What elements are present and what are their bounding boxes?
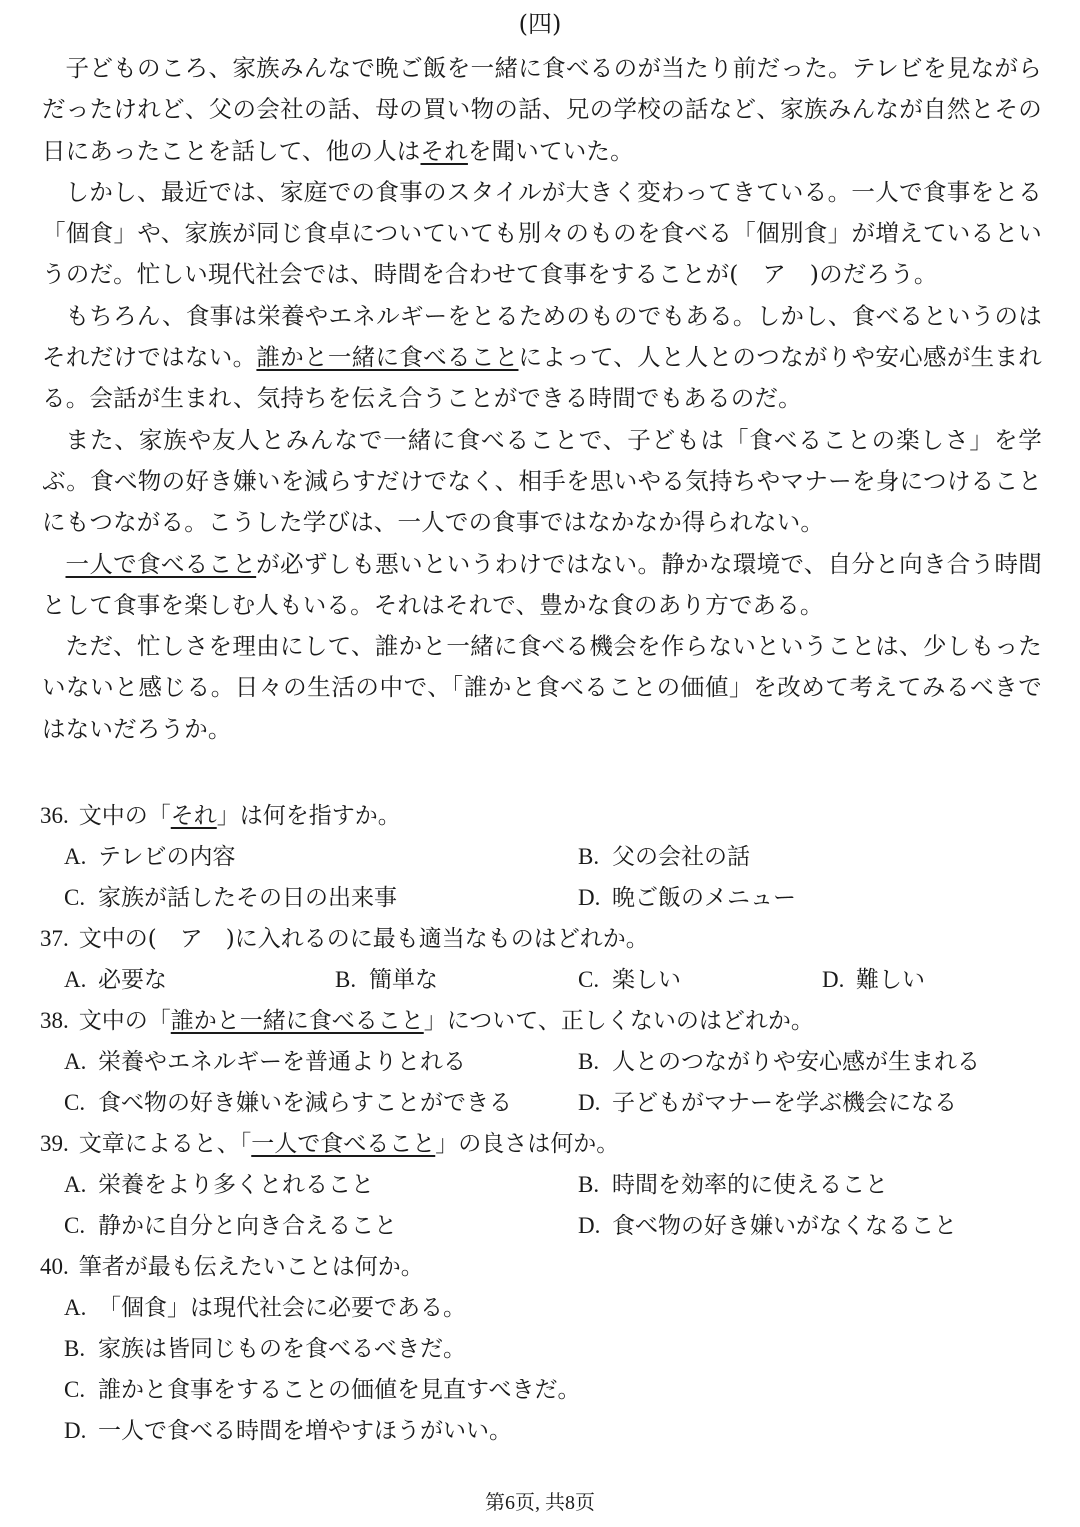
option-d[interactable]: D. 晩ご飯のメニュー	[578, 885, 796, 911]
underlined-eating-together: 誰かと一緒に食べること	[256, 343, 519, 372]
option-b[interactable]: B. 父の会社の話	[578, 844, 750, 870]
underlined-eating-alone: 一人で食べること	[65, 549, 257, 578]
page-footer: 第6页, 共8页	[485, 1492, 595, 1514]
question-37	[40, 918, 1040, 1000]
question-38	[40, 1000, 1040, 1123]
passage-paragraph-1: 子どものころ、家族みんなで晩ご飯を一緒に食べるのが当たり前だった。テレビを見ながらだったけれど、父の会社の話、母の買い物の話、兄の学校の話など、家族みんなが自然とその日にあったことを話して、他の人はそれを聞いていた。	[42, 54, 1042, 165]
question-number: 38.	[40, 1008, 69, 1033]
question-number: 39.	[40, 1131, 69, 1156]
option-b[interactable]: B. 時間を効率的に使えること	[578, 1172, 888, 1198]
option-b[interactable]: B. 簡単な	[335, 967, 438, 993]
option-a[interactable]: A. 栄養をより多くとれること	[64, 1172, 374, 1198]
option-c[interactable]: C. 楽しい	[578, 967, 681, 993]
question-number: 40.	[40, 1254, 69, 1279]
option-b[interactable]: B. 家族は皆同じものを食べるべきだ。	[64, 1336, 466, 1362]
option-b[interactable]: B. 人とのつながりや安心感が生まれる	[578, 1049, 980, 1075]
question-list	[40, 795, 1040, 1451]
option-a[interactable]: A. テレビの内容	[64, 844, 236, 870]
question-39	[40, 1123, 1040, 1246]
option-a[interactable]: A. 栄養やエネルギーを普通よりとれる	[64, 1049, 466, 1075]
passage-paragraph-5: 一人で食べることが必ずしも悪いというわけではない。静かな環境で、自分と向き合う時間として食事を楽しむ人もいる。それはそれで、豊かな食のあり方である。	[42, 549, 1042, 619]
option-a[interactable]: A. 「個食」は現代社会に必要である。	[64, 1295, 466, 1321]
question-number: 36.	[40, 803, 69, 828]
passage-paragraph-2: しかし、最近では、家庭での食事のスタイルが大きく変わってきている。一人で食事をとる「個食」や、家族が同じ食卓についていても別々のものを食べる「個別食」が増えているというのだ。忙しい現代社会では、時間を合わせて食事をすることが( ア )のだろう。	[42, 177, 1042, 289]
passage-paragraph-3: もちろん、食事は栄養やエネルギーをとるためのものでもある。しかし、食べるというのはそれだけではない。誰かと一緒に食べることによって、人と人とのつながりや安心感が生まれる。会話が生まれ、気持ちを伝え合うことができる時間でもあるのだ。	[42, 301, 1042, 413]
option-a[interactable]: A. 必要な	[64, 967, 167, 993]
question-stem: 39. 文章によると、「一人で食べること」の良さは何か。	[40, 1123, 1040, 1164]
question-stem: 36. 文中の「それ」は何を指すか。	[40, 795, 1040, 836]
option-c[interactable]: C. 食べ物の好き嫌いを減らすことができる	[64, 1090, 512, 1116]
option-d[interactable]: D. 難しい	[822, 967, 925, 993]
question-36	[40, 795, 1040, 918]
option-d[interactable]: D. 食べ物の好き嫌いがなくなること	[578, 1213, 957, 1239]
question-number: 37.	[40, 926, 69, 951]
question-40	[40, 1246, 1040, 1451]
question-stem: 38. 文中の「誰かと一緒に食べること」について、正しくないのはどれか。	[40, 1000, 1040, 1041]
section-title: (四)	[518, 10, 562, 38]
option-d[interactable]: D. 子どもがマナーを学ぶ機会になる	[578, 1090, 957, 1116]
passage-paragraph-6: ただ、忙しさを理由にして、誰かと一緒に食べる機会を作らないということは、少しもったいないと感じる。日々の生活の中で、「誰かと食べることの価値」を改めて考えてみるべきではないだろうか。	[42, 632, 1042, 743]
reading-passage	[42, 48, 1042, 750]
option-c[interactable]: C. 家族が話したその日の出来事	[64, 885, 397, 911]
underlined-sore: それ	[420, 136, 468, 165]
option-c[interactable]: C. 誰かと食事をすることの価値を見直すべきだ。	[64, 1377, 581, 1403]
option-d[interactable]: D. 一人で食べる時間を増やすほうがいい。	[64, 1418, 512, 1444]
option-c[interactable]: C. 静かに自分と向き合えること	[64, 1213, 397, 1239]
question-stem: 40. 筆者が最も伝えたいことは何か。	[40, 1246, 1040, 1287]
question-stem: 37. 文中の( ア )に入れるのに最も適当なものはどれか。	[40, 918, 1040, 959]
passage-paragraph-4: また、家族や友人とみんなで一緒に食べることで、子どもは「食べることの楽しさ」を学ぶ。食べ物の好き嫌いを減らすだけでなく、相手を思いやる気持ちやマナーを身につけることにもつながる。こうした学びは、一人での食事ではなかなか得られない。	[42, 425, 1042, 537]
